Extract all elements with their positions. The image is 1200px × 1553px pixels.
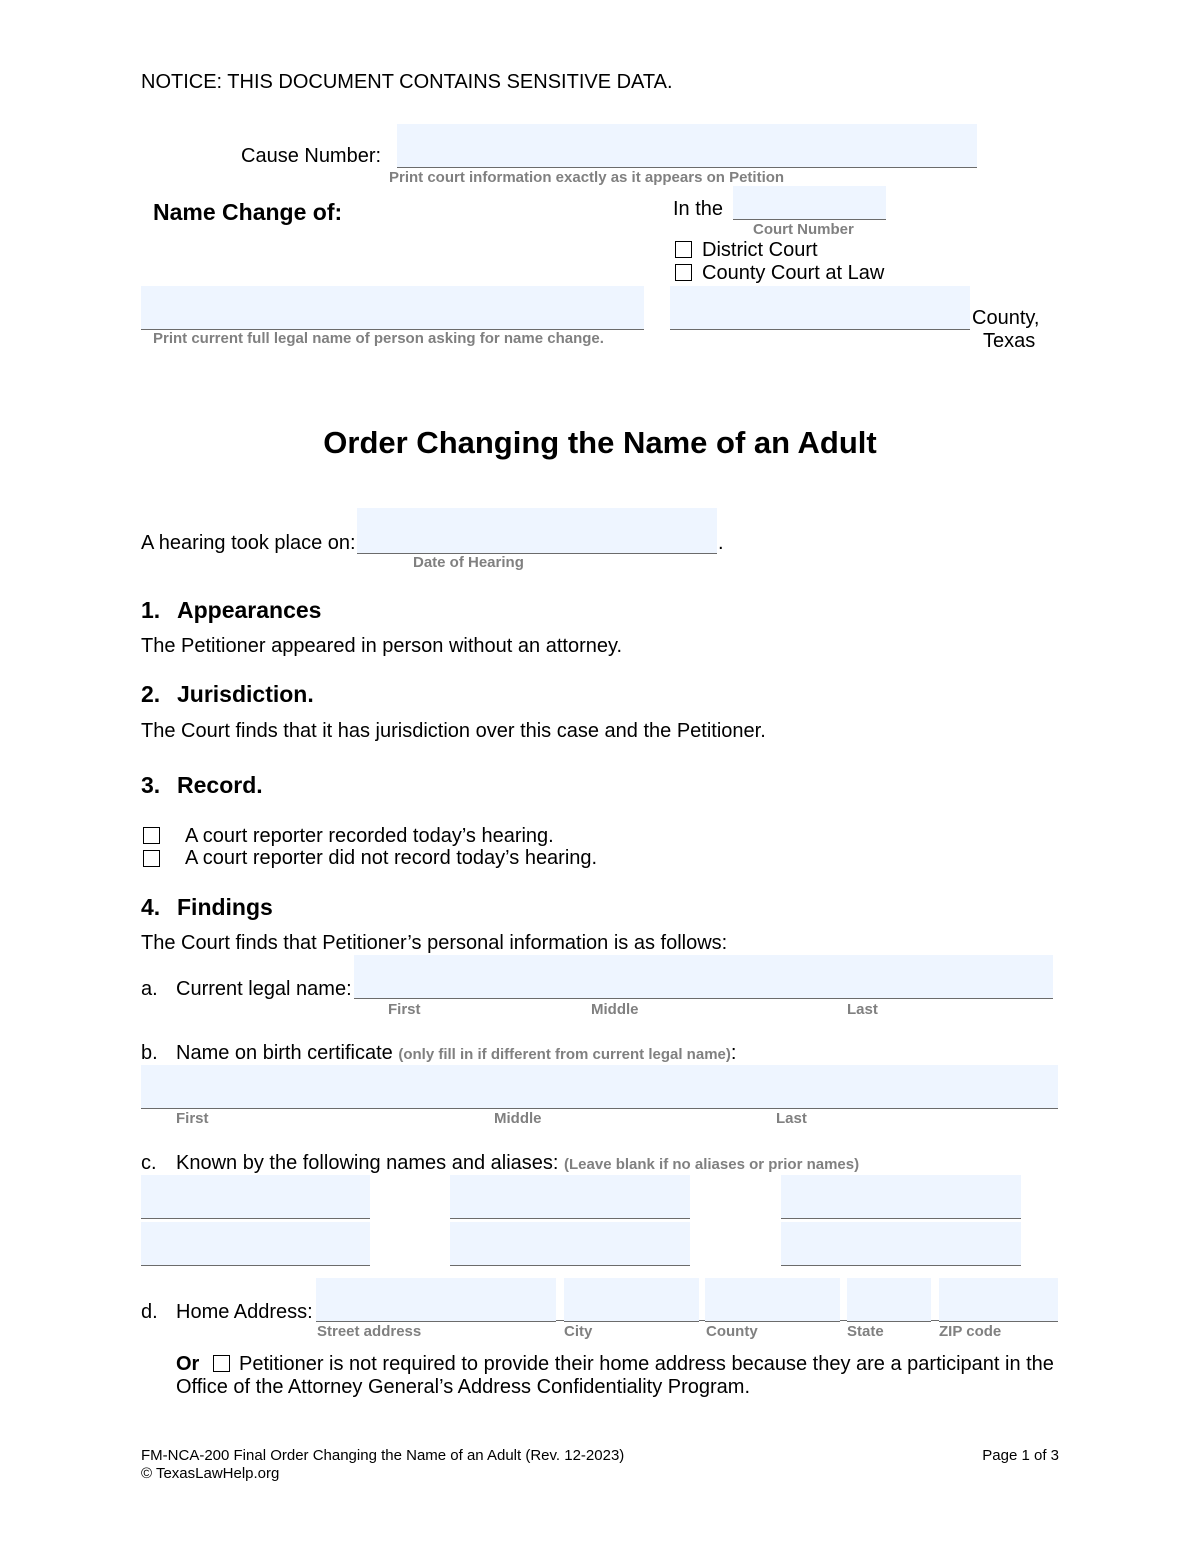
aliases-note: (Leave blank if no aliases or prior names) bbox=[564, 1156, 860, 1173]
birth-certificate-name-heading bbox=[176, 1042, 736, 1066]
section-1-title: Appearances bbox=[177, 597, 322, 623]
section-3-number: 3. bbox=[141, 772, 161, 798]
city-field[interactable] bbox=[564, 1278, 699, 1322]
birth-certificate-name-field[interactable] bbox=[141, 1065, 1058, 1109]
section-1-heading bbox=[141, 597, 321, 623]
hearing-date-hint: Date of Hearing bbox=[413, 554, 524, 571]
county-court-at-law-checkbox[interactable] bbox=[675, 264, 692, 281]
court-number-hint: Court Number bbox=[753, 221, 854, 238]
state-field[interactable] bbox=[847, 1278, 931, 1322]
section-2-heading bbox=[141, 681, 314, 707]
page-number: Page 1 of 3 bbox=[982, 1447, 1059, 1464]
birth-certificate-colon: : bbox=[730, 1042, 737, 1064]
or-label: Or bbox=[176, 1353, 200, 1375]
alias-field-4[interactable] bbox=[141, 1222, 370, 1266]
alias-field-2[interactable] bbox=[450, 1175, 690, 1219]
in-the-label: In the bbox=[673, 198, 724, 220]
address-confidentiality-line1: Petitioner is not required to provide their home address because they are a participant in the bbox=[239, 1353, 1054, 1375]
not-recorded-label: A court reporter did not record today’s hearing. bbox=[185, 847, 598, 869]
section-4-number: 4. bbox=[141, 894, 161, 920]
recorded-label: A court reporter recorded today’s hearing. bbox=[185, 825, 554, 847]
state-hint: State bbox=[847, 1323, 884, 1340]
district-court-label: District Court bbox=[702, 239, 818, 261]
petitioner-legal-name-field[interactable] bbox=[141, 286, 644, 330]
birth-certificate-note: (only fill in if different from current legal name) bbox=[398, 1046, 731, 1063]
county-label: County, bbox=[972, 307, 1040, 329]
court-info-hint: Print court information exactly as it appears on Petition bbox=[389, 169, 785, 186]
hearing-date-field[interactable] bbox=[357, 508, 717, 554]
section-3-heading bbox=[141, 772, 263, 798]
birth-name-last-hint: Last bbox=[776, 1110, 807, 1127]
street-address-field[interactable] bbox=[316, 1278, 556, 1322]
copyright: © TexasLawHelp.org bbox=[141, 1465, 280, 1482]
section-4-heading bbox=[141, 894, 273, 920]
current-legal-name-field[interactable] bbox=[354, 955, 1053, 999]
county-hint: County bbox=[706, 1323, 758, 1340]
document-title: Order Changing the Name of an Adult bbox=[323, 425, 877, 460]
cause-number-field[interactable] bbox=[397, 124, 977, 168]
section-1-number: 1. bbox=[141, 597, 161, 623]
street-address-hint: Street address bbox=[317, 1323, 422, 1340]
recorded-checkbox[interactable] bbox=[143, 827, 160, 844]
birth-certificate-label: Name on birth certificate bbox=[176, 1042, 393, 1064]
aliases-heading bbox=[176, 1152, 859, 1176]
birth-name-first-hint: First bbox=[176, 1110, 209, 1127]
section-2-title: Jurisdiction. bbox=[177, 681, 314, 707]
name-change-of-heading: Name Change of: bbox=[153, 199, 343, 225]
address-county-field[interactable] bbox=[705, 1278, 840, 1322]
current-legal-name-label: Current legal name: bbox=[176, 978, 352, 1000]
cause-number-label: Cause Number: bbox=[241, 145, 382, 167]
section-4-title: Findings bbox=[177, 894, 273, 920]
birth-name-middle-hint: Middle bbox=[494, 1110, 542, 1127]
alias-field-1[interactable] bbox=[141, 1175, 370, 1219]
sensitive-data-notice: NOTICE: THIS DOCUMENT CONTAINS SENSITIVE DATA. bbox=[141, 71, 673, 93]
alias-field-6[interactable] bbox=[781, 1222, 1021, 1266]
court-number-field[interactable] bbox=[733, 186, 886, 220]
legal-name-hint: Print current full legal name of person asking for name change. bbox=[153, 330, 604, 347]
section-1-body: The Petitioner appeared in person without an attorney. bbox=[141, 635, 623, 657]
alias-field-3[interactable] bbox=[781, 1175, 1021, 1219]
findings-b-letter: b. bbox=[141, 1042, 158, 1064]
aliases-label: Known by the following names and aliases: bbox=[176, 1152, 559, 1174]
findings-d-letter: d. bbox=[141, 1301, 158, 1323]
section-2-number: 2. bbox=[141, 681, 161, 707]
findings-a-letter: a. bbox=[141, 978, 158, 1000]
section-3-title: Record. bbox=[177, 772, 263, 798]
current-name-first-hint: First bbox=[388, 1001, 421, 1018]
zip-code-hint: ZIP code bbox=[939, 1323, 1002, 1340]
district-court-checkbox[interactable] bbox=[675, 241, 692, 258]
city-hint: City bbox=[564, 1323, 593, 1340]
county-court-at-law-label: County Court at Law bbox=[702, 262, 885, 284]
home-address-label: Home Address: bbox=[176, 1301, 313, 1323]
findings-c-letter: c. bbox=[141, 1152, 157, 1174]
findings-intro: The Court finds that Petitioner’s personal information is as follows: bbox=[141, 932, 728, 954]
hearing-label: A hearing took place on: bbox=[141, 532, 356, 554]
address-confidentiality-line2: Office of the Attorney General’s Address Confidentiality Program. bbox=[176, 1376, 751, 1398]
current-name-last-hint: Last bbox=[847, 1001, 878, 1018]
alias-field-5[interactable] bbox=[450, 1222, 690, 1266]
zip-code-field[interactable] bbox=[939, 1278, 1058, 1322]
form-id: FM-NCA-200 Final Order Changing the Name of an Adult (Rev. 12-2023) bbox=[141, 1447, 625, 1464]
not-recorded-checkbox[interactable] bbox=[143, 850, 160, 867]
current-name-middle-hint: Middle bbox=[591, 1001, 639, 1018]
section-2-body: The Court finds that it has jurisdiction over this case and the Petitioner. bbox=[141, 720, 766, 742]
texas-label: Texas bbox=[983, 330, 1036, 352]
county-field[interactable] bbox=[670, 286, 970, 330]
address-confidentiality-checkbox[interactable] bbox=[213, 1355, 230, 1372]
hearing-period: . bbox=[718, 532, 724, 554]
